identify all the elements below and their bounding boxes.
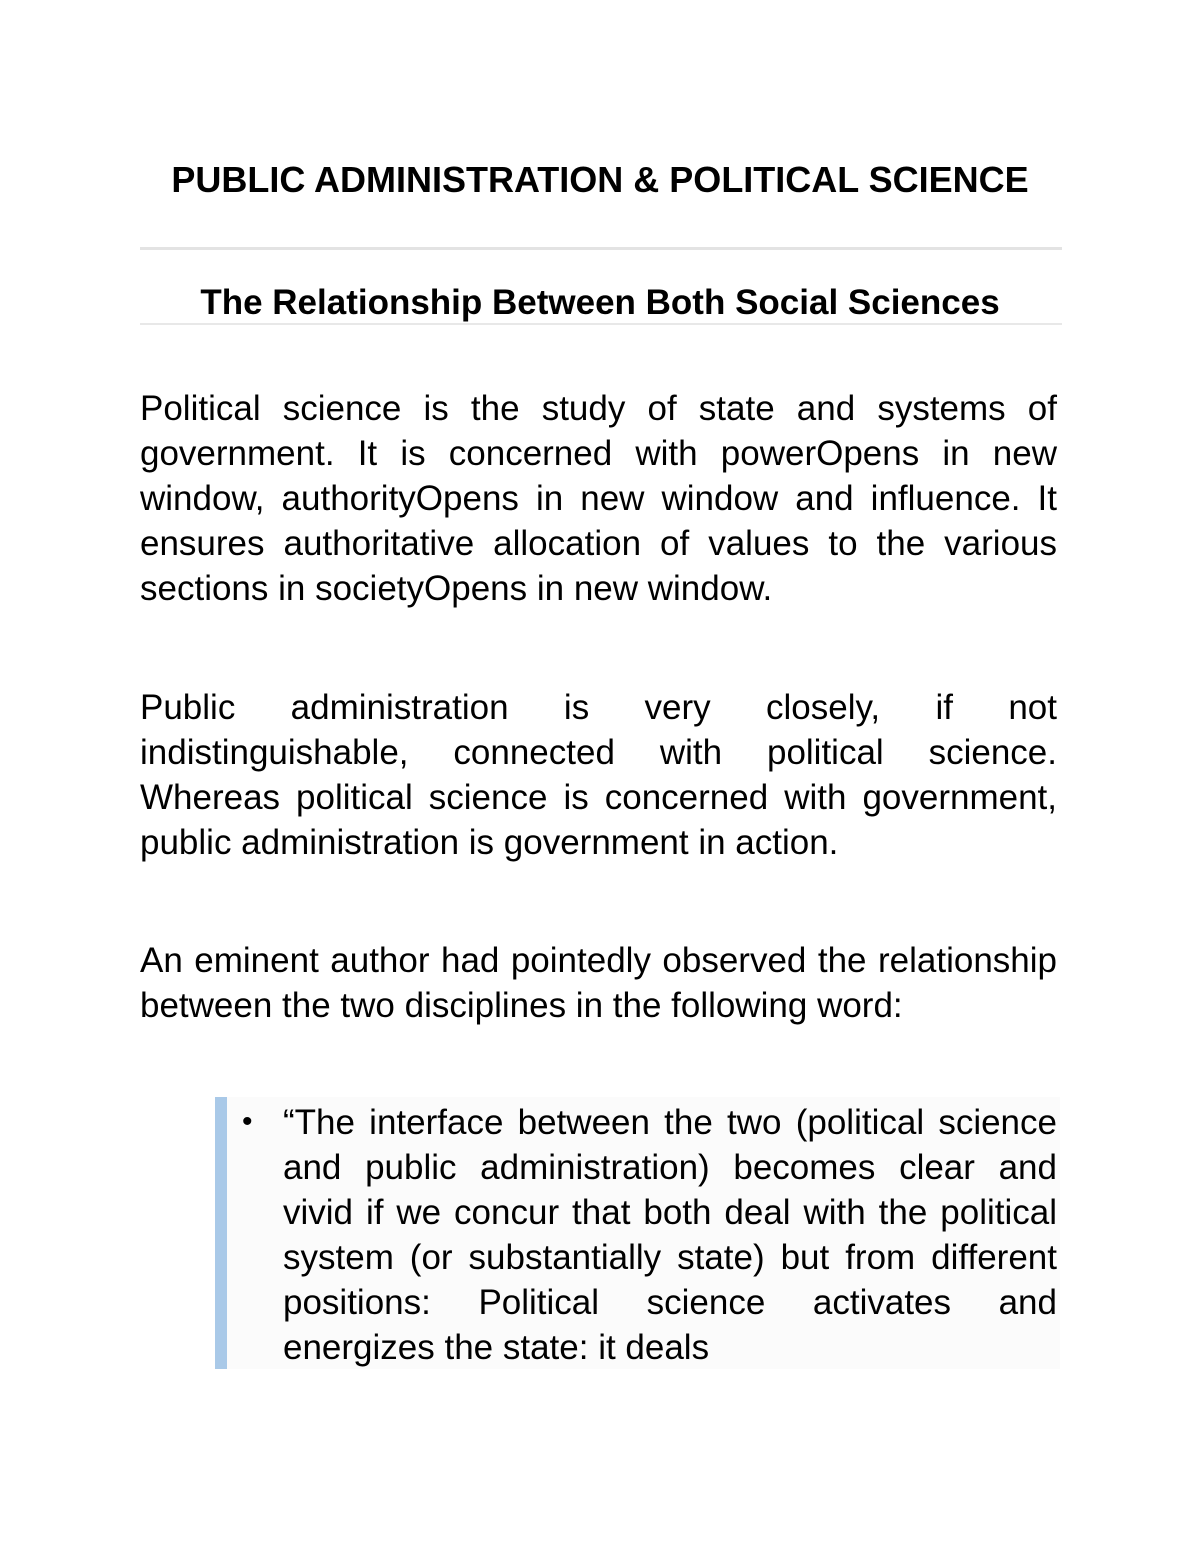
- blockquote-bar: [215, 1097, 227, 1369]
- paragraph-political-science: Political science is the study of state and systems of government. It is concerned with powerOpens in new window, authorityOpens in new window and influence. It ensures authoritative allocation of values to the various sections in societyOpens in new window.: [140, 389, 1057, 608]
- document-title: PUBLIC ADMINISTRATION & POLITICAL SCIENCE: [171, 159, 1029, 200]
- bullet-icon: •: [242, 1105, 253, 1138]
- subtitle-divider: [140, 323, 1062, 325]
- paragraph-public-administration: Public administration is very closely, if not indistinguishable, connected with political science. Whereas political science is concerned with government, public administration is government in action.: [140, 688, 1057, 862]
- blockquote: [240, 1097, 1060, 1369]
- paragraph-eminent-author: An eminent author had pointedly observed the relationship between the two disciplines in the following word:: [140, 941, 1057, 1025]
- title-divider: [140, 247, 1062, 250]
- document-subtitle: The Relationship Between Both Social Sciences: [200, 283, 1000, 322]
- blockquote-text: “The interface between the two (political science and public administration) becomes clear and vivid if we concur that both deal with the political system (or substantially state) but from different positions: Political science activates and energizes the state: it deals: [283, 1103, 1057, 1367]
